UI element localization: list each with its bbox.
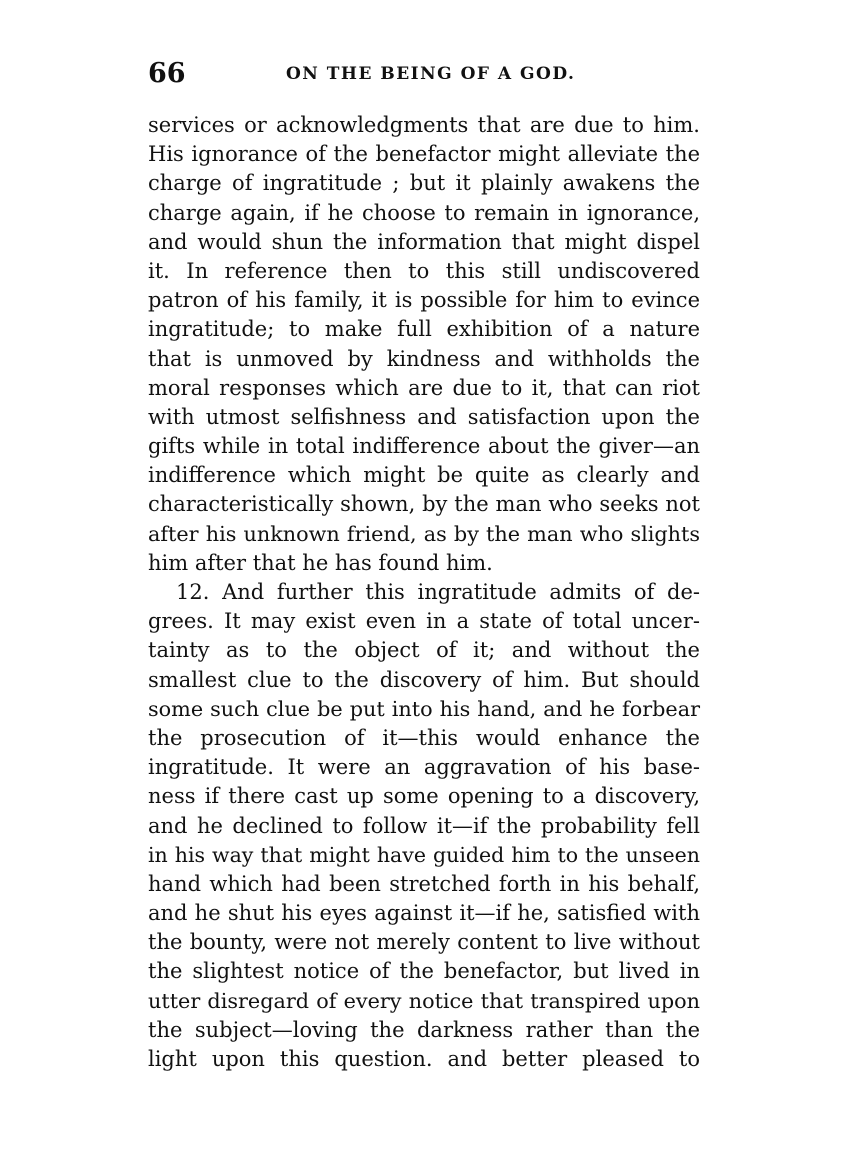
text-line: the subject—loving the darkness rather than the: [148, 1017, 700, 1042]
text-line: and he declined to follow it—if the probability fell: [148, 813, 700, 838]
text-line: it. In reference then to this still undiscovered: [148, 258, 700, 283]
text-line: services or acknowledgments that are due to him.: [148, 113, 700, 137]
text-line: hand which had been stretched forth in his behalf,: [148, 871, 700, 896]
page-number: 66: [148, 58, 186, 89]
text-line: ness if there cast up some opening to a discovery,: [148, 784, 700, 809]
text-line: that is unmoved by kindness and withholds the: [148, 346, 700, 371]
text-line: characteristically shown, by the man who seeks not: [148, 492, 700, 517]
body-text: [148, 111, 700, 1074]
text-line: in his way that might have guided him to the unseen: [148, 842, 700, 867]
text-line: ingratitude; to make full exhibition of a nature: [148, 317, 700, 342]
text-line: His ignorance of the benefactor might alleviate the: [148, 142, 700, 167]
text-line: tainty as to the object of it; and without the: [148, 638, 700, 663]
text-line: charge again, if he choose to remain in ignorance,: [148, 200, 700, 225]
text-line: the slightest notice of the benefactor, but lived in: [148, 959, 700, 984]
running-head: ON THE BEING OF A GOD.: [286, 64, 576, 84]
text-line: indifference which might be quite as clearly and: [148, 463, 700, 488]
text-line: with utmost selfishness and satisfaction upon the: [148, 404, 700, 429]
text-line: light upon this question. and better pleased to: [148, 1047, 700, 1071]
text-line: and would shun the information that might dispel: [148, 229, 700, 254]
text-line: grees. It may exist even in a state of total uncer-: [148, 609, 700, 634]
paragraph-end-line: him after that he has found him.: [148, 550, 493, 575]
text-line: the bounty, were not merely content to live without: [148, 930, 700, 955]
text-line: patron of his family, it is possible for him to evince: [148, 288, 700, 313]
text-line: ingratitude. It were an aggravation of his base-: [148, 755, 700, 780]
text-line: charge of ingratitude ; but it plainly awakens the: [148, 171, 700, 196]
text-line: and he shut his eyes against it—if he, satisfied with: [148, 901, 700, 926]
paragraph-start-line: 12. And further this ingratitude admits of de-: [176, 580, 700, 604]
text-line: some such clue be put into his hand, and he forbear: [148, 696, 700, 721]
text-line: gifts while in total indifference about the giver—an: [148, 434, 700, 459]
text-line: the prosecution of it—this would enhance the: [148, 725, 700, 750]
text-line: after his unknown friend, as by the man who slights: [148, 521, 700, 546]
page-header: [148, 58, 700, 92]
text-line: utter disregard of every notice that transpired upon: [148, 988, 700, 1013]
text-line: smallest clue to the discovery of him. But should: [148, 667, 700, 692]
text-line: moral responses which are due to it, that can riot: [148, 375, 700, 400]
